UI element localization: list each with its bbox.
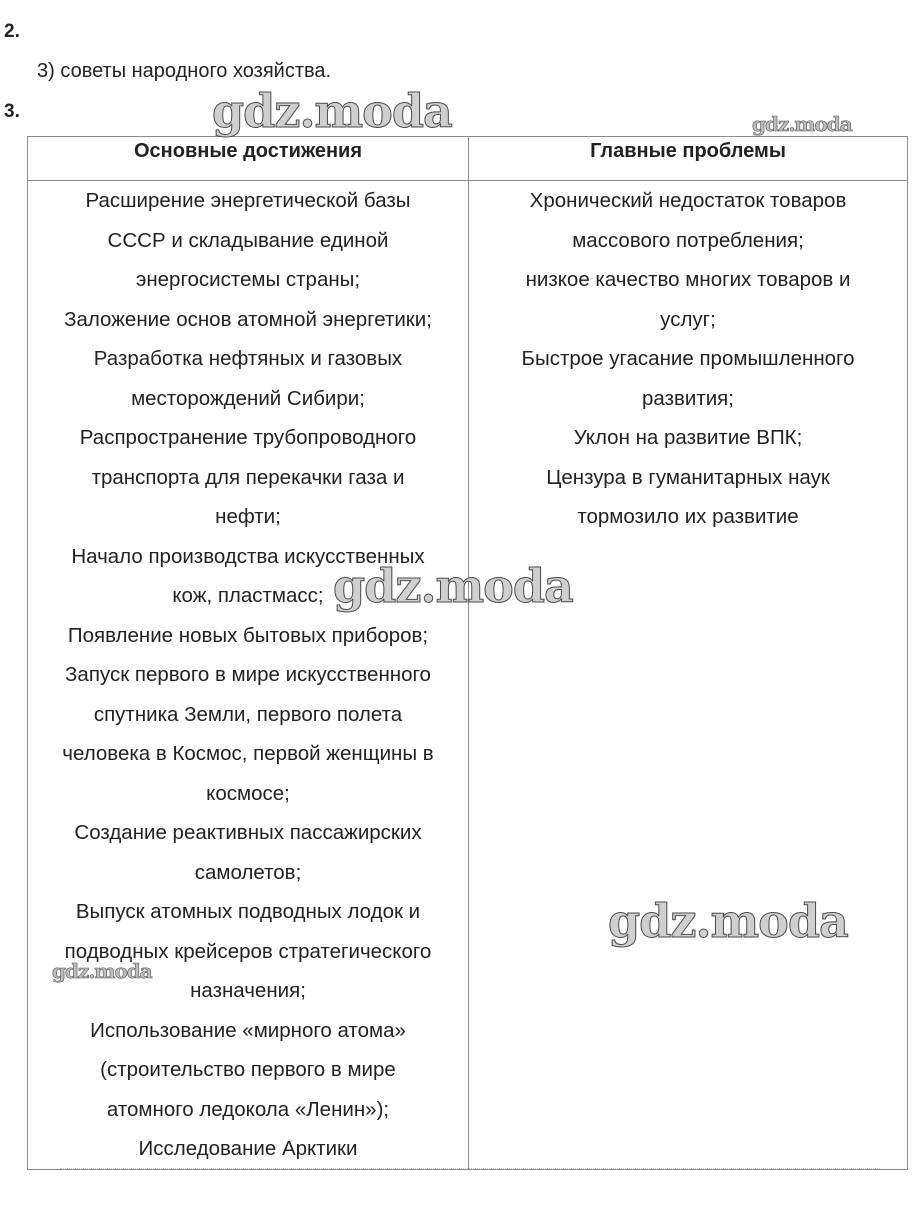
cell-text-line: Исследование Арктики: [138, 1137, 358, 1160]
cell-text-line: тормозило их развитие: [577, 505, 799, 528]
cell-text-line: СССР и складывание единой: [107, 228, 389, 252]
table-header-row: [28, 137, 908, 181]
watermark-logo: gdz.moda: [752, 112, 852, 136]
cell-text-line: Цензура в гуманитарных наук: [546, 465, 830, 489]
cell-text-line: человека в Космос, первой женщины в: [62, 742, 434, 765]
table-row: [28, 181, 908, 1170]
cell-text-line: Выпуск атомных подводных лодок и: [75, 900, 421, 923]
cell-text-line: массового потребления;: [572, 228, 804, 252]
cell-text-line: развития;: [642, 386, 734, 410]
cell-text-line: энергосистемы страны;: [135, 268, 361, 291]
cell-text-line: самолетов;: [194, 860, 302, 884]
header-achievements: Основные достижения: [28, 137, 469, 181]
cell-text-line: Заложение основ атомной энергетики;: [64, 307, 432, 331]
cell-text-line: назначения;: [190, 979, 306, 1002]
cell-text-line: Запуск первого в мире искусственного: [65, 663, 431, 686]
page-footer-divider: [60, 1168, 880, 1171]
watermark-logo: gdz.moda: [212, 84, 452, 138]
achievements-problems-table: [27, 136, 908, 1170]
question-2-answer: 3) советы народного хозяйства.: [37, 60, 332, 82]
cell-text-line: кож, пластмасс;: [172, 584, 324, 607]
cell-text-line: Создание реактивных пассажирских: [74, 821, 422, 844]
question-3-number: 3.: [4, 101, 20, 122]
cell-text-line: Появление новых бытовых приборов;: [67, 623, 429, 647]
watermark-logo: gdz.moda: [333, 559, 573, 613]
cell-text-line: Использование «мирного атома»: [90, 1018, 406, 1042]
question-2-number: 2.: [4, 21, 20, 42]
cell-text-line: спутника Земли, первого полета: [93, 702, 403, 726]
cell-text-line: Начало производства искусственных: [71, 544, 425, 568]
watermark-logo: gdz.moda: [608, 894, 848, 948]
cell-text-line: Расширение энергетической базы: [85, 189, 411, 212]
cell-text-line: Быстрое угасание промышленного: [521, 347, 855, 370]
cell-text-line: подводных крейсеров стратегического: [64, 939, 432, 963]
cell-text-line: нефти;: [215, 505, 281, 528]
header-problems: Главные проблемы: [469, 137, 908, 181]
cell-text-line: Распространение трубопроводного: [79, 426, 417, 449]
watermark-logo: gdz.moda: [52, 959, 152, 983]
achievements-cell: [28, 181, 469, 1170]
cell-text-line: Хронический недостаток товаров: [529, 189, 847, 212]
cell-text-line: Уклон на развитие ВПК;: [573, 426, 803, 449]
cell-text-line: услуг;: [660, 307, 716, 331]
cell-text-line: космосе;: [206, 781, 290, 805]
cell-text-line: месторождений Сибири;: [131, 386, 365, 410]
cell-text-line: транспорта для перекачки газа и: [91, 465, 405, 489]
problems-cell: [469, 181, 908, 1170]
cell-text-line: Разработка нефтяных и газовых: [93, 347, 403, 370]
cell-text-line: низкое качество многих товаров и: [525, 268, 851, 291]
cell-text-line: атомного ледокола «Ленин»);: [106, 1097, 390, 1121]
cell-text-line: (строительство первого в мире: [100, 1058, 396, 1081]
